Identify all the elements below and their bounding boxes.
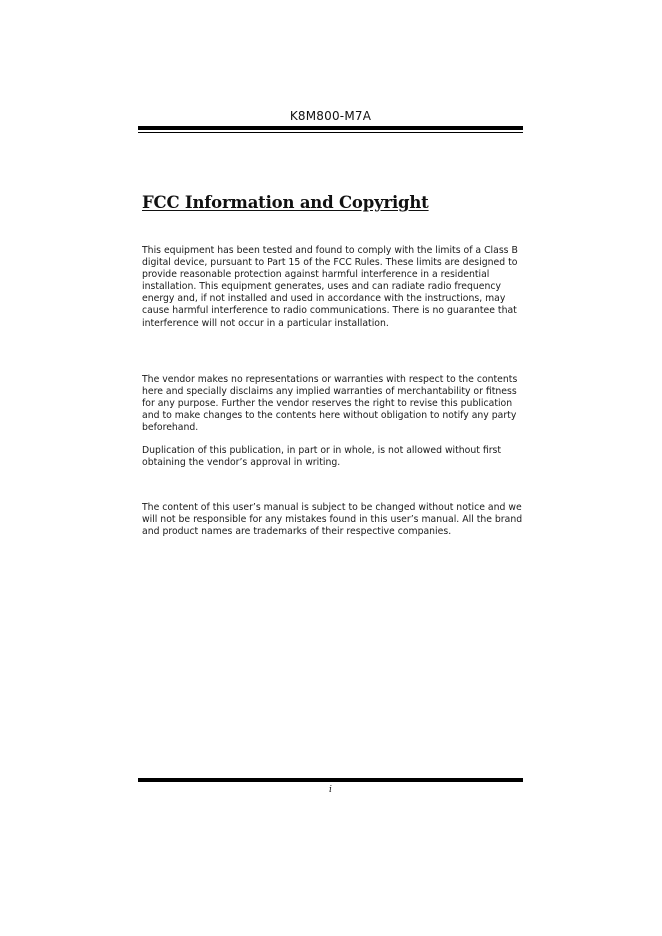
paragraph-manual-changes: The content of this user’s manual is subject to be changed without notice and we will not be responsible for any mistakes found in this user’s manual. All the brand and product names are trademarks of their respective companies. bbox=[142, 502, 523, 538]
header-model-title: K8M800-M7A bbox=[289, 109, 372, 123]
header-rule-thick bbox=[138, 126, 523, 130]
paragraph-duplication-notice: Duplication of this publication, in part or in whole, is not allowed without first obtaining the vendor’s approval in writing. bbox=[142, 445, 502, 469]
paragraph-vendor-disclaimer: The vendor makes no representations or warranties with respect to the contents here and specially disclaims any implied warranties of merchantability or fitness for any purpose. Further the vendor reserves the right to revise this publication and to make changes to the contents here without obligation to notify any party beforehand. bbox=[142, 374, 518, 434]
header-rule-thin bbox=[138, 132, 523, 133]
paragraph-fcc-compliance: This equipment has been tested and found to comply with the limits of a Class B digital device, pursuant to Part 15 of the FCC Rules. These limits are designed to provide reasonable protection against harmful interference in a residential installation. This equipment generates, uses and can radiate radio frequency energy and, if not installed and used in accordance with the instructions, may cause harmful interference to radio communications. There is no guarantee that interference will not occur in a particular installation. bbox=[142, 245, 518, 329]
section-heading: FCC Information and Copyright bbox=[142, 193, 429, 212]
footer-rule-thick bbox=[138, 778, 523, 782]
footer-page-number: i bbox=[329, 785, 332, 795]
